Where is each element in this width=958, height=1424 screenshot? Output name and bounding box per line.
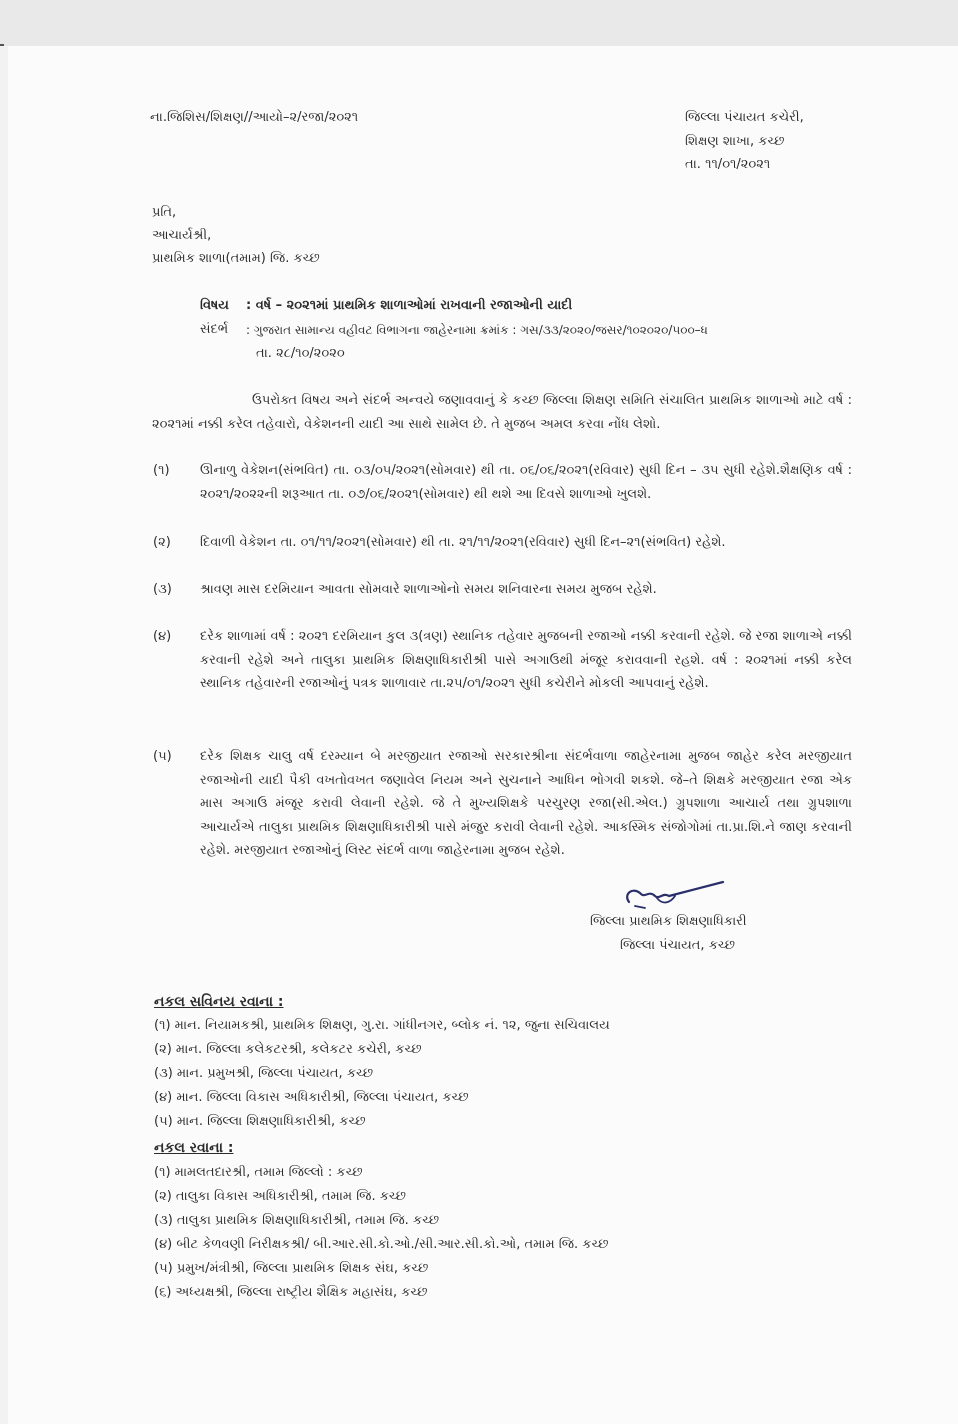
point-2-text: દિવાળી વેકેશન તા. ૦૧/૧૧/૨૦૨૧(સોમવાર) થી તા. ૨૧/૧૧/૨૦૨૧(રવિવાર) સુધી દિન–૨૧(સંભવિત) રહેશે. — [200, 535, 726, 550]
copy-sent-item: (૩) તાલુકા પ્રાથમિક શિક્ષણાધિકારીશ્રી, તમામ જિ. કચ્છ — [154, 1213, 440, 1228]
reference-text: : ગુજરાત સામાન્ય વહીવટ વિભાગના જાહેરનામા ક્રમાંક : ગસ/૩૩/૨૦૨૦/જસર/૧૦૨૦૨૦/૫૦૦–ધ — [246, 323, 708, 337]
copy-respectfully-item: (૨) માન. જિલ્લા કલેકટરશ્રી, કલેકટર કચેરી, કચ્છ — [154, 1042, 422, 1057]
office-line-2: શિક્ષણ શાખા, કચ્છ — [685, 134, 785, 149]
signatory-title: જિલ્લા પ્રાથમિક શિક્ષણાધિકારી — [590, 914, 747, 929]
copy-sent-item: (૪) બીટ કેળવણી નિરીક્ષકશ્રી/ બી.આર.સી.કો.ઓ./સી.આર.સી.કો.ઓ, તમામ જિ. કચ્છ — [154, 1237, 609, 1252]
office-line-1: જિલ્લા પંચાયત કચેરી, — [685, 110, 804, 125]
copy-respectfully-item: (૧) માન. નિયામકશ્રી, પ્રાથમિક શિક્ષણ, ગુ.રા. ગાંધીનગર, બ્લોક નં. ૧૨, જુના સચિવાલય — [154, 1018, 610, 1033]
reference-number: ના.જિશિસ/શિક્ષણ//આયો–૨/રજા/૨૦૨૧ — [150, 110, 359, 125]
subject-label: વિષય — [200, 298, 229, 313]
signature-mark — [617, 876, 729, 912]
top-marker — [0, 44, 4, 46]
letter-page — [8, 46, 958, 1424]
copy-sent-item: (૨) તાલુકા વિકાસ અધિકારીશ્રી, તમામ જિ. કચ્છ — [154, 1189, 406, 1204]
copy-sent-item: (૬) અધ્યક્ષશ્રી, જિલ્લા રાષ્ટ્રીય શૈક્ષિક મહાસંઘ, કચ્છ — [154, 1285, 428, 1300]
point-5-text: દરેક શિક્ષક ચાલુ વર્ષ દરમ્યાન બે મરજીયાત રજાઓ સરકારશ્રીના સંદર્ભવાળા જાહેરનામા મુજબ જાહેર કરેલ મરજીયાત રજાઓની યાદી પૈકી વખતોવખત જણાવેલ નિયમ અને સુચનાને આધિન ભોગવી શકશે. જે–તે શિક્ષકે મરજીયાત રજા એક માસ અગાઉ મંજૂર કરાવી લેવાની રહેશે. જે તે મુખ્યશિક્ષકે પરચુરણ રજા(સી.એલ.) ગ્રુપશાળા આચાર્ય તથા ગ્રુપશાળા આચાર્યએ તાલુકા પ્રાથમિક શિક્ષણાધિકારીશ્રી પાસે મંજુર કરાવી લેવાની રહેશે. આકસ્મિક સંજોગોમાં તા.પ્રા.શિ.ને જાણ કરવાની રહેશે. મરજીયાત રજાઓનું લિસ્ટ સંદર્ભ વાળા જાહેરનામા મુજબ રહેશે. — [200, 749, 852, 858]
reference-date: તા. ૨૮/૧૦/૨૦૨૦ — [256, 346, 345, 361]
copy-respectfully-item: (૫) માન. જિલ્લા શિક્ષણાધિકારીશ્રી, કચ્છ — [154, 1114, 366, 1129]
point-3-number: (૩) — [153, 582, 172, 597]
reference-label: સંદર્ભ — [200, 322, 229, 337]
point-3-text: શ્રાવણ માસ દરમિયાન આવતા સોમવારે શાળાઓનો સમય શનિવારના સમય મુજબ રહેશે. — [200, 582, 657, 597]
point-5-number: (૫) — [153, 749, 172, 764]
copy-respectfully-item: (૪) માન. જિલ્લા વિકાસ અધિકારીશ્રી, જિલ્લા પંચાયત, કચ્છ — [154, 1090, 469, 1105]
letter-date: તા. ૧૧/૦૧/૨૦૨૧ — [685, 157, 771, 172]
point-4-number: (૪) — [153, 629, 172, 644]
point-2-number: (૨) — [153, 535, 171, 550]
point-4-text: દરેક શાળામાં વર્ષ : ૨૦૨૧ દરમિયાન કુલ ૩(ત્રણ) સ્થાનિક તહેવાર મુજબની રજાઓ નક્કી કરવાની રહેશે. જે રજા શાળાએ નક્કી કરવાની રહેશે અને તાલુકા પ્રાથમિક શિક્ષણાધિકારીશ્રી પાસે અગાઉથી મંજૂર કરાવવાની રહશે. વર્ષ : ૨૦૨૧માં નક્કી કરેલ સ્થાનિક તહેવારની રજાઓનું પત્રક શાળાવાર તા.૨૫/૦૧/૨૦૨૧ સુધી કચેરીને મોકલી આપવાનું રહેશે. — [200, 629, 852, 691]
intro-paragraph: ઉપરોક્ત વિષય અને સંદર્ભ અન્વયે જણાવવાનું કે કચ્છ જિલ્લા શિક્ષણ સમિતિ સંચાલિત પ્રાથમિક શાળાઓ માટે વર્ષ : ૨૦૨૧માં નક્કી કરેલ તહેવારો, વેકેશનની યાદી આ સાથે સામેલ છે. તે મુજબ અમલ કરવા નોંધ લેશો. — [152, 393, 852, 432]
copy-respectfully-item: (૩) માન. પ્રમુખશ્રી, જિલ્લા પંચાયત, કચ્છ — [154, 1066, 374, 1081]
copy-sent-item: (૫) પ્રમુખ/મંત્રીશ્રી, જિલ્લા પ્રાથમિક શિક્ષક સંઘ, કચ્છ — [154, 1261, 429, 1276]
recipient-line-2: આચાર્યશ્રી, — [152, 228, 212, 243]
point-1-number: (૧) — [153, 463, 170, 478]
recipient-line-3: પ્રાથમિક શાળા(તમામ) જિ. કચ્છ — [152, 251, 320, 266]
recipient-line-1: પ્રતિ, — [152, 205, 177, 220]
point-1-text: ઊનાળુ વેકેશન(સંભવિત) તા. ૦૩/૦૫/૨૦૨૧(સોમવાર) થી તા. ૦૬/૦૬/૨૦૨૧(રવિવાર) સુધી દિન – ૩૫ સુધી રહેશે.શૈક્ષણિક વર્ષ : ૨૦૨૧/૨૦૨૨ની શરૂઆત તા. ૦૭/૦૬/૨૦૨૧(સોમવાર) થી થશે આ દિવસે શાળાઓ ખુલશે. — [200, 463, 852, 502]
top-bar — [0, 0, 958, 46]
copy-sent-item: (૧) મામલતદારશ્રી, તમામ જિલ્લો : કચ્છ — [154, 1165, 363, 1180]
signatory-office: જિલ્લા પંચાયત, કચ્છ — [620, 938, 735, 953]
copy-respectfully-heading: નકલ સવિનય રવાના : — [154, 994, 284, 1010]
copy-sent-heading: નકલ રવાના : — [154, 1140, 234, 1156]
subject-text: : વર્ષ – ૨૦૨૧માં પ્રાથમિક શાળાઓમાં રાખવાની રજાઓની યાદી — [246, 298, 573, 313]
